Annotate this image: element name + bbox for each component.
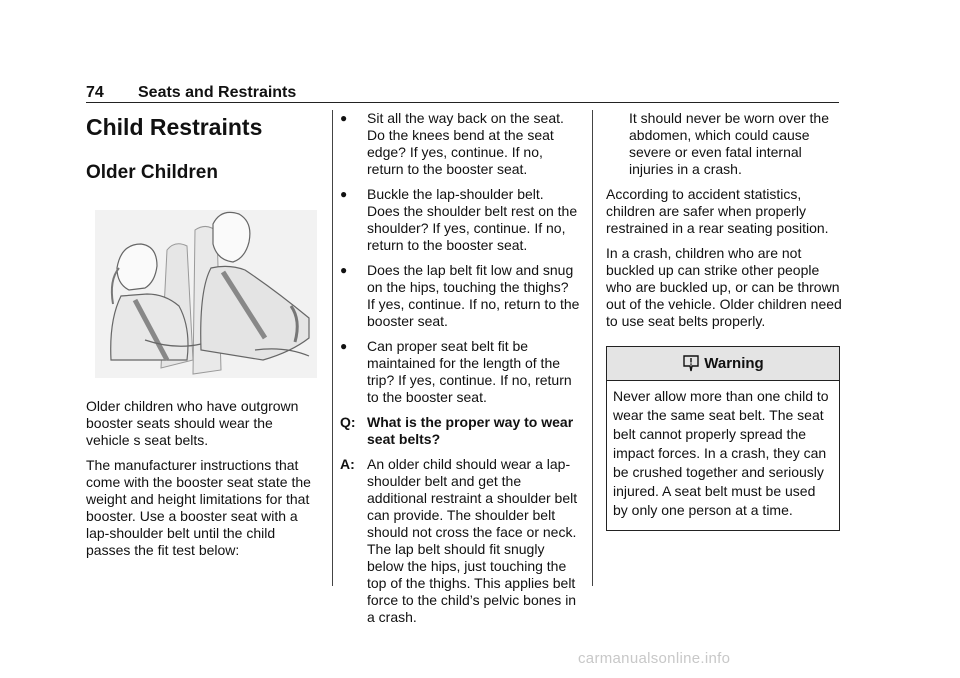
column-middle xyxy=(340,110,580,634)
column-left xyxy=(86,110,318,567)
warning-title: Warning xyxy=(704,355,764,372)
seatbelt-illustration xyxy=(95,210,317,378)
list-item-text: Buckle the lap-shoulder belt. Does the shoulder belt rest on the shoulder? If yes, continue. If no, return to the booster seat. xyxy=(367,186,578,253)
list-item-text: Does the lap belt fit low and snug on the hips, touching the thighs? If yes, continue. If no, return to the booster seat. xyxy=(367,262,580,329)
list-item-text: Sit all the way back on the seat. Do the knees bend at the seat edge? If yes, continue. If no, return to the booster seat. xyxy=(367,110,564,177)
column-divider xyxy=(332,110,333,586)
bullet-icon: ● xyxy=(340,263,348,277)
answer-continued: It should never be worn over the abdomen, which could cause severe or even fatal internal injuries in a crash. xyxy=(629,110,830,177)
paragraph: According to accident statistics, children are safer when properly restrained in a rear seating position. xyxy=(606,186,829,236)
bullet-icon: ● xyxy=(340,339,348,353)
paragraph: Older children who have outgrown booster seats should wear the vehicle s seat belts. xyxy=(86,398,299,448)
list-item xyxy=(340,186,580,254)
warning-icon xyxy=(682,355,700,372)
watermark: carmanualsonline.info xyxy=(578,650,731,667)
answer xyxy=(340,456,580,626)
column-divider xyxy=(592,110,593,586)
list-item xyxy=(340,338,580,406)
section-title: Seats and Restraints xyxy=(138,84,297,101)
warning-box xyxy=(606,346,840,531)
column-right xyxy=(606,110,842,531)
children-seatbelt-image xyxy=(95,210,317,378)
question-text: What is the proper way to wear seat belts? xyxy=(367,414,574,447)
list-item xyxy=(340,262,580,330)
bullet-icon: ● xyxy=(340,187,348,201)
bullet-icon: ● xyxy=(340,111,348,125)
question xyxy=(340,414,580,448)
warning-text: Never allow more than one child to wear the same seat belt. The seat belt cannot properly spread the impact forces. In a crash, they can be crushed together and seriously injured. A seat belt must be used by only one person at a time. xyxy=(613,388,829,518)
paragraph: In a crash, children who are not buckled up can strike other people who are buckled up, or can be thrown out of the vehicle. Older children need to use seat belts properly. xyxy=(606,245,842,329)
question-tag: Q: xyxy=(340,414,356,430)
list-item xyxy=(340,110,580,178)
answer-tag: A: xyxy=(340,456,355,472)
section-heading: Older Children xyxy=(86,162,218,183)
page-header xyxy=(86,84,839,103)
list-item-text: Can proper seat belt fit be maintained for the length of the trip? If yes, continue. If no, return to the booster seat. xyxy=(367,338,572,405)
warning-header xyxy=(607,347,839,381)
answer-text: An older child should wear a lap-shoulder belt and get the additional restraint a shoulder belt can provide. The shoulder belt should not cross the face or neck. The lap belt should fit snugly below the hips, just touching the top of the thighs. This applies belt force to the child’s pelvic bones in a crash. xyxy=(367,456,578,625)
page-title: Child Restraints xyxy=(86,114,263,140)
paragraph: The manufacturer instructions that come with the booster seat state the weight and height limitations for that booster. Use a booster seat with a lap-shoulder belt until the child passes the fit test below: xyxy=(86,457,311,558)
page-number: 74 xyxy=(86,84,104,101)
